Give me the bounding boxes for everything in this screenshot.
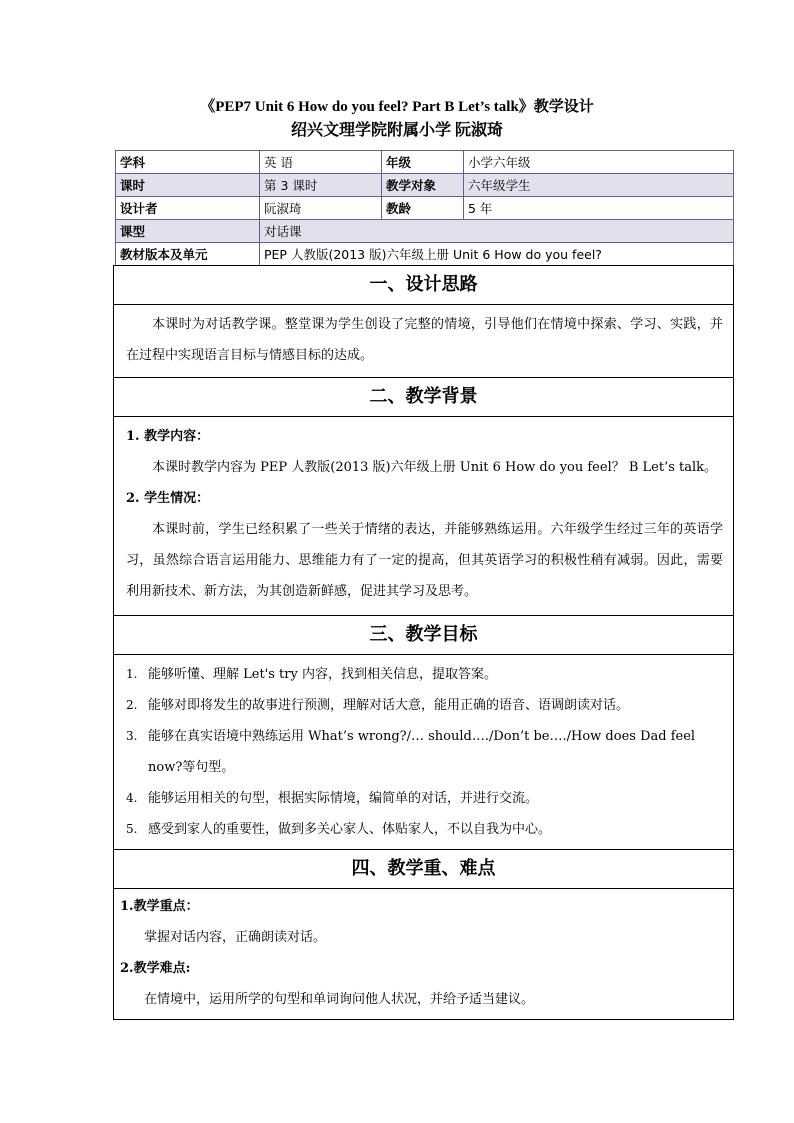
list-text: 能够在真实语境中熟练运用 What’s wrong?/… should…./Don’t be…./How does Dad feel now?等句型。	[148, 729, 696, 775]
info-label: 设计者	[116, 197, 260, 220]
info-label: 课时	[116, 174, 260, 197]
paragraph: 在情境中，运用所学的句型和单词询问他人状况，并给予适当建议。	[144, 992, 535, 1007]
list-item	[126, 690, 723, 721]
list-item	[126, 721, 723, 783]
info-row-lesson-type	[116, 220, 734, 243]
info-value: PEP 人教版(2013 版)六年级上册 Unit 6 How do you feel?	[260, 243, 734, 266]
subheading: 2. 学生情况：	[126, 491, 210, 506]
list-number: 5.	[126, 822, 138, 836]
list-text: 能够听懂、理解 Let's try 内容，找到相关信息，提取答案。	[148, 667, 497, 682]
section-body-goals	[114, 655, 733, 850]
info-label: 教龄	[382, 197, 464, 220]
info-value: 5 年	[464, 197, 734, 220]
info-label: 教材版本及单元	[116, 243, 260, 266]
info-label: 年级	[382, 151, 464, 174]
info-value: 对话课	[260, 220, 734, 243]
subheading: 2.教学难点:	[120, 961, 191, 976]
info-value: 阮淑琦	[260, 197, 382, 220]
paragraph: 本课时为对话教学课。整堂课为学生创设了完整的情境，引导他们在情境中探索、学习、实践，并在过程中实现语言目标与情感目标的达成。	[126, 317, 723, 363]
section-heading-key-points: 四、教学重、难点	[114, 850, 733, 889]
info-row-textbook	[116, 243, 734, 266]
paragraph: 本课时前，学生已经积累了一些关于情绪的表达，并能够熟练运用。六年级学生经过三年的英语学习，虽然综合语言运用能力、思维能力有了一定的提高，但其英语学习的积极性稍有减弱。因此，需要利用新技术、新方法，为其创造新鲜感，促进其学习及思考。	[126, 522, 723, 599]
list-item	[126, 783, 723, 814]
goal-list	[114, 659, 733, 845]
subheading: 1.教学重点：	[120, 899, 199, 914]
info-label: 学科	[116, 151, 260, 174]
paragraph: 掌握对话内容，正确朗读对话。	[144, 930, 327, 945]
lesson-plan-sections	[113, 265, 734, 1020]
info-row-designer	[116, 197, 734, 220]
info-row-period	[116, 174, 734, 197]
list-number: 4.	[126, 791, 138, 805]
info-table	[115, 150, 734, 266]
list-text: 能够运用相关的句型，根据实际情境，编简单的对话，并进行交流。	[148, 791, 539, 806]
paragraph: 本课时教学内容为 PEP 人教版(2013 版)六年级上册 Unit 6 How do you feel？ B Let’s talk。	[152, 460, 718, 475]
list-number: 3.	[126, 729, 138, 743]
list-number: 1.	[126, 667, 138, 681]
section-body-background	[114, 417, 733, 616]
list-text: 感受到家人的重要性，做到多关心家人、体贴家人，不以自我为中心。	[148, 822, 552, 837]
info-row-subject	[116, 151, 734, 174]
info-label: 教学对象	[382, 174, 464, 197]
info-value: 英 语	[260, 151, 382, 174]
info-value: 小学六年级	[464, 151, 734, 174]
info-value: 六年级学生	[464, 174, 734, 197]
info-label: 课型	[116, 220, 260, 243]
list-number: 2.	[126, 698, 138, 712]
subheading: 1. 教学内容：	[126, 429, 210, 444]
list-text: 能够对即将发生的故事进行预测，理解对话大意，能用正确的语音、语调朗读对话。	[148, 698, 630, 713]
document-title: 《PEP7 Unit 6 How do you feel? Part B Let’s talk》教学设计	[200, 99, 594, 115]
section-body-design	[114, 305, 733, 378]
section-body-key-points	[114, 889, 733, 1019]
document-author: 绍兴文理学院附属小学 阮淑琦	[290, 122, 503, 139]
info-value: 第 3 课时	[260, 174, 382, 197]
section-heading-design: 一、设计思路	[114, 266, 733, 305]
section-heading-goals: 三、教学目标	[114, 616, 733, 655]
list-item	[126, 659, 723, 690]
list-item	[126, 814, 723, 845]
section-heading-background: 二、教学背景	[114, 378, 733, 417]
